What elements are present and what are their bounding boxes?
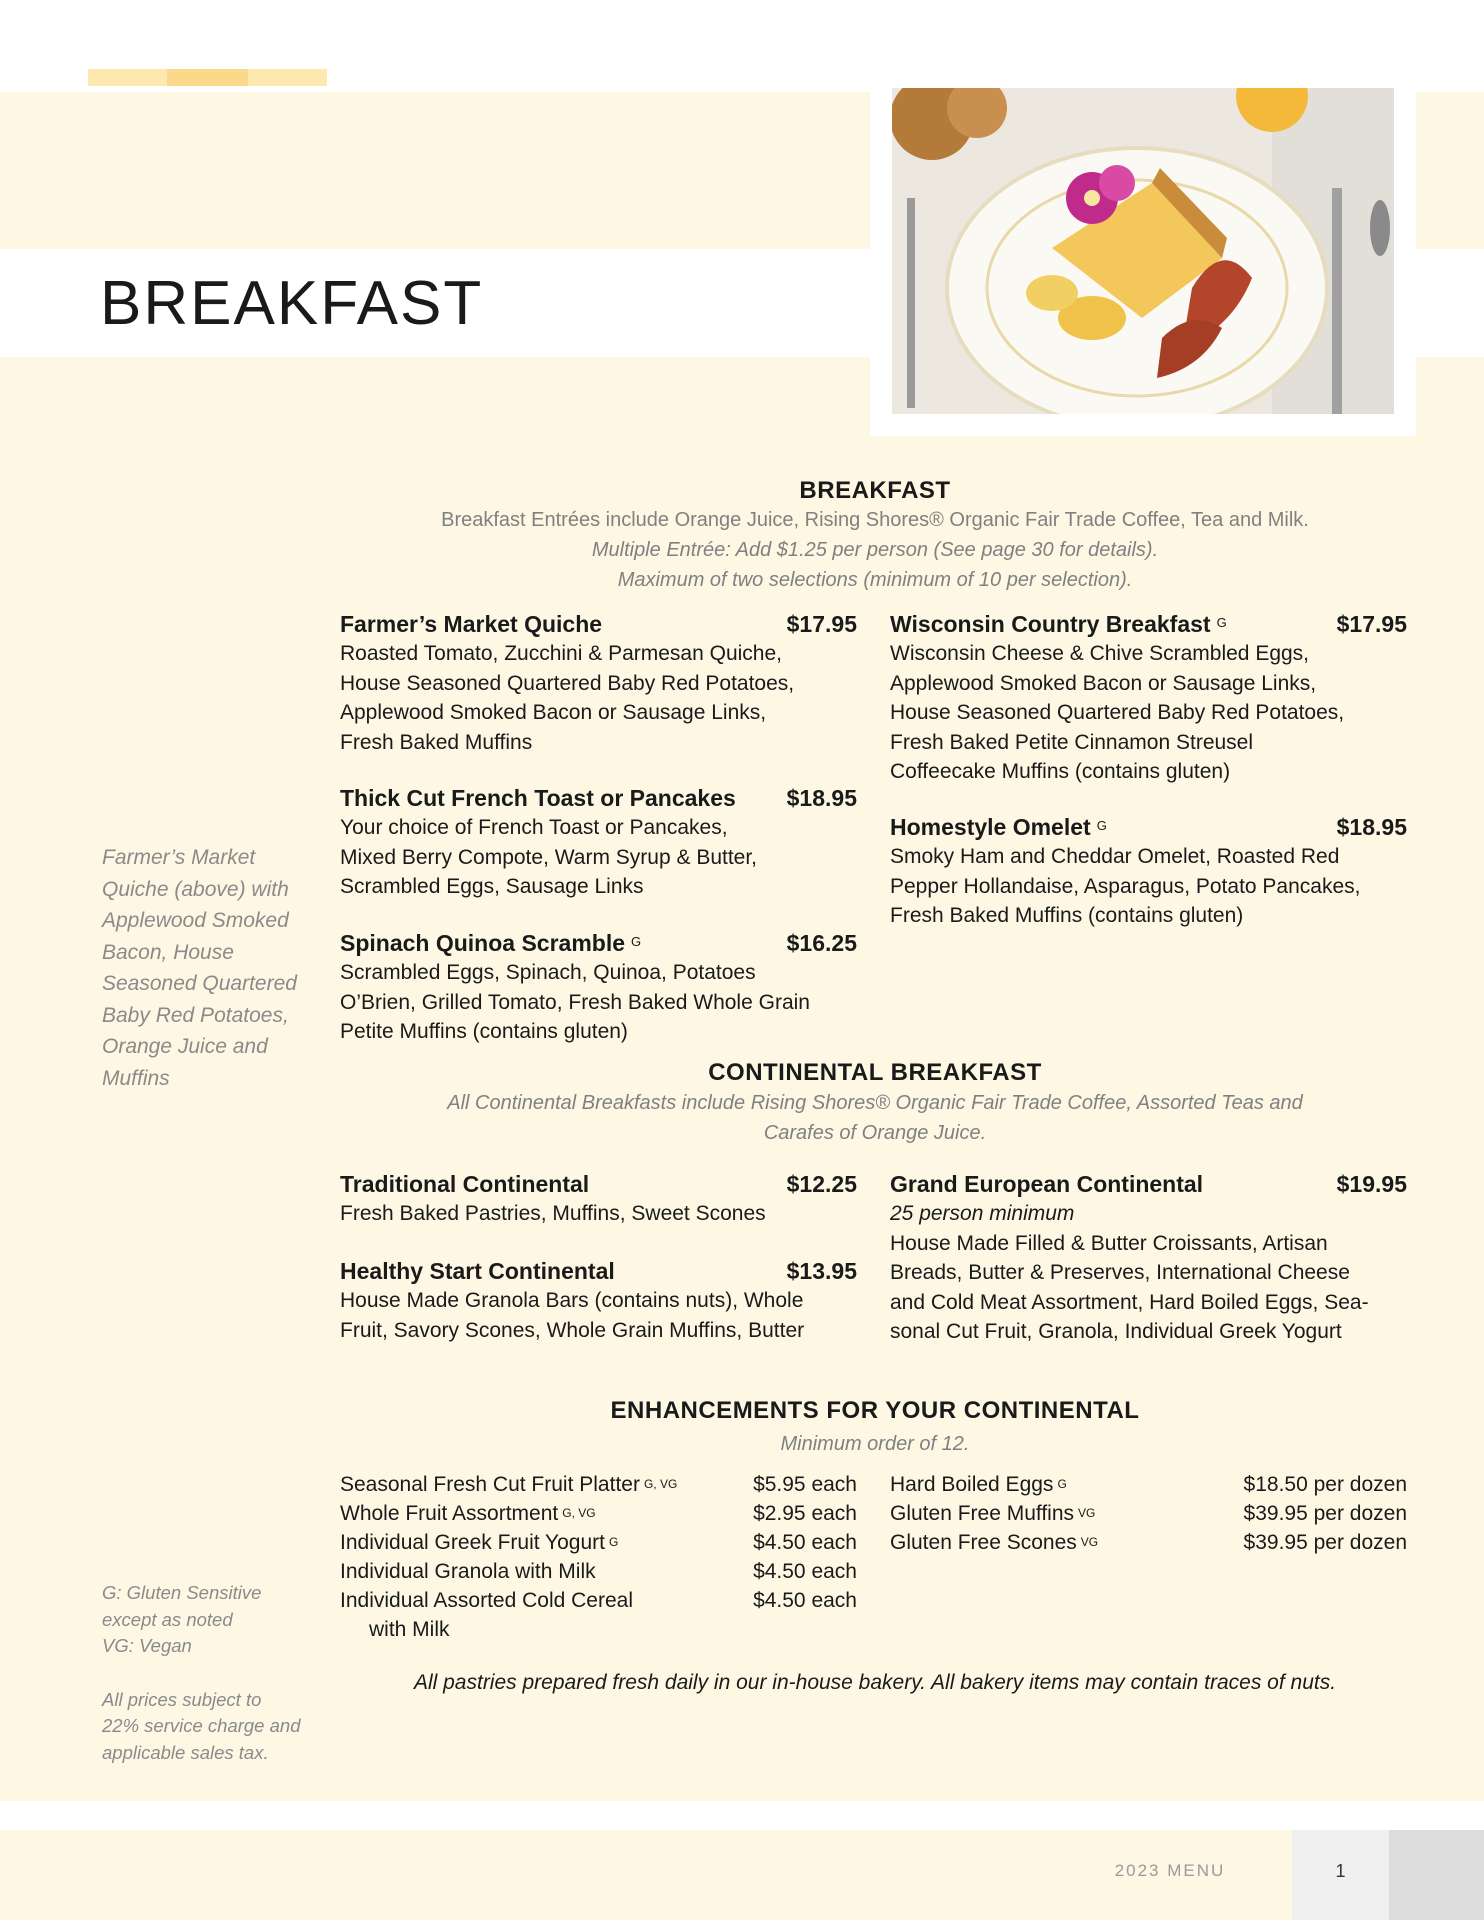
enhancement-row xyxy=(340,1586,857,1615)
enhancement-name: Whole Fruit Assortment xyxy=(340,1502,559,1525)
enhancement-price: $2.95 each xyxy=(753,1502,857,1525)
legend-line: 22% service charge and xyxy=(102,1715,301,1736)
accent-bar-2 xyxy=(167,69,248,86)
photo-caption: Farmer’s Market Quiche (above) with Applewood Smoked Bacon, House Seasoned Quartered Baby Red Potatoes, Orange Juice and Muffins xyxy=(102,846,297,1090)
enhancement-tag: VG xyxy=(1080,1535,1099,1549)
enhancement-row-continuation xyxy=(369,1615,857,1644)
enhancement-row xyxy=(890,1528,1407,1557)
item-name: Traditional Continental xyxy=(340,1171,590,1197)
accent-bar-1 xyxy=(88,69,167,86)
desc-line: Scrambled Eggs, Sausage Links xyxy=(340,875,644,898)
desc-line: Coffeecake Muffins (contains gluten) xyxy=(890,760,1231,783)
item-description xyxy=(340,1199,857,1229)
desc-line: Pepper Hollandaise, Asparagus, Potato Pancakes, xyxy=(890,874,1361,898)
desc-line: House Made Granola Bars (contains nuts), Whole xyxy=(340,1289,804,1312)
breakfast-photo xyxy=(870,84,1416,436)
menu-item-homestyle-omelet xyxy=(890,813,1407,931)
item-name: Thick Cut French Toast or Pancakes xyxy=(340,785,736,811)
enhancement-name: Individual Greek Fruit Yogurt xyxy=(340,1531,605,1554)
enhancement-row xyxy=(890,1470,1407,1499)
item-name: Wisconsin Country Breakfast xyxy=(890,611,1211,637)
enhancement-tag: G xyxy=(1057,1477,1067,1491)
item-description xyxy=(340,1286,857,1345)
page-number: 1 xyxy=(1335,1861,1346,1881)
desc-line: Mixed Berry Compote, Warm Syrup & Butter, xyxy=(340,845,758,869)
item-price: $18.95 xyxy=(786,785,857,811)
item-description xyxy=(340,958,857,1047)
breakfast-max-selections: Maximum of two selections (minimum of 10 per selection). xyxy=(617,569,1133,591)
menu-item-spinach-quinoa-scramble xyxy=(340,929,857,1047)
item-name: Spinach Quinoa Scramble xyxy=(340,930,626,956)
enhancements-heading: ENHANCEMENTS FOR YOUR CONTINENTAL xyxy=(610,1397,1140,1424)
breakfast-multiple-entree: Multiple Entrée: Add $1.25 per person (See page 30 for details). xyxy=(591,539,1159,561)
menu-item-grand-european-continental xyxy=(890,1170,1407,1347)
desc-line: House Seasoned Quartered Baby Red Potatoes, xyxy=(340,671,795,695)
breakfast-heading: BREAKFAST xyxy=(799,477,951,504)
bakery-footnote: All pastries prepared fresh daily in our in-house bakery. All bakery items may contain traces of nuts. xyxy=(413,1671,1337,1694)
desc-line: Applewood Smoked Bacon or Sausage Links, xyxy=(890,671,1317,695)
item-price: $17.95 xyxy=(786,611,857,637)
desc-line: Breads, Butter & Preserves, International Cheese xyxy=(890,1261,1350,1284)
enhancement-tag: VG xyxy=(1078,1506,1096,1520)
continental-heading: CONTINENTAL BREAKFAST xyxy=(708,1059,1042,1086)
enhancement-tag: G, VG xyxy=(643,1477,678,1491)
continental-includes-line2: Carafes of Orange Juice. xyxy=(763,1122,987,1144)
item-price: $18.95 xyxy=(1336,814,1407,840)
item-name: Grand European Continental xyxy=(890,1171,1204,1197)
item-name: Homestyle Omelet xyxy=(890,814,1091,840)
enhancement-row xyxy=(890,1499,1407,1528)
legend-line: except as noted xyxy=(102,1608,233,1630)
desc-line: sonal Cut Fruit, Granola, Individual Greek Yogurt xyxy=(890,1320,1342,1343)
enhancement-name: Individual Granola with Milk xyxy=(340,1560,596,1583)
desc-line: Your choice of French Toast or Pancakes, xyxy=(340,816,728,839)
desc-line: Applewood Smoked Bacon or Sausage Links, xyxy=(340,701,767,724)
enhancement-price: $39.95 per dozen xyxy=(1243,1502,1407,1525)
legend-line: VG: Vegan xyxy=(102,1635,192,1656)
photo-side-band xyxy=(1416,92,1484,249)
enhancement-price: $5.95 each xyxy=(753,1473,857,1496)
desc-line: Fruit, Savory Scones, Whole Grain Muffins, Butter xyxy=(340,1318,805,1342)
item-name: Farmer’s Market Quiche xyxy=(340,611,603,637)
item-description xyxy=(340,639,857,757)
desc-line: and Cold Meat Assortment, Hard Boiled Eggs, Sea- xyxy=(890,1290,1369,1314)
menu-item-healthy-start-continental xyxy=(340,1257,857,1345)
desc-line: Petite Muffins (contains gluten) xyxy=(340,1020,628,1043)
enhancement-price: $4.50 each xyxy=(753,1560,857,1583)
enhancements-minimum: Minimum order of 12. xyxy=(780,1433,970,1455)
desc-line: Fresh Baked Petite Cinnamon Streusel xyxy=(890,730,1254,754)
desc-line: Fresh Baked Pastries, Muffins, Sweet Scones xyxy=(340,1202,766,1225)
item-note: 25 person minimum xyxy=(890,1202,1075,1225)
desc-line: Fresh Baked Muffins xyxy=(340,730,533,754)
enhancement-price: $18.50 per dozen xyxy=(1243,1473,1407,1496)
enhancement-row xyxy=(340,1470,857,1499)
legend-line: All prices subject to xyxy=(102,1688,262,1710)
legend-line: G: Gluten Sensitive xyxy=(102,1582,262,1603)
item-price: $12.25 xyxy=(786,1171,857,1197)
enhancement-name: Gluten Free Muffins xyxy=(890,1502,1075,1525)
enhancement-price: $4.50 each xyxy=(753,1531,857,1554)
legend-line: applicable sales tax. xyxy=(102,1741,269,1763)
enhancement-tag: G xyxy=(608,1535,619,1549)
breakfast-plate-photo-icon xyxy=(892,88,1394,414)
desc-line: Fresh Baked Muffins (contains gluten) xyxy=(890,904,1244,927)
desc-line: House Seasoned Quartered Baby Red Potatoes, xyxy=(890,701,1345,724)
desc-line: Smoky Ham and Cheddar Omelet, Roasted Red xyxy=(890,845,1340,868)
enhancement-tag: G, VG xyxy=(562,1506,596,1520)
enhancement-price: $39.95 per dozen xyxy=(1243,1531,1407,1554)
menu-item-farmers-market-quiche xyxy=(340,610,857,757)
continental-includes-line1: All Continental Breakfasts include Rising Shores® Organic Fair Trade Coffee, Assorted Teas and xyxy=(447,1092,1303,1114)
enhancement-row xyxy=(340,1499,857,1528)
desc-line: House Made Filled & Butter Croissants, Artisan xyxy=(890,1231,1328,1255)
page-title: BREAKFAST xyxy=(100,269,484,338)
desc-line: Scrambled Eggs, Spinach, Quinoa, Potatoes xyxy=(340,961,756,984)
item-tag: G xyxy=(1096,818,1107,833)
item-description xyxy=(890,639,1407,787)
item-description xyxy=(890,1199,1407,1347)
desc-line: O’Brien, Grilled Tomato, Fresh Baked Whole Grain xyxy=(340,990,810,1014)
enhancement-name: Individual Assorted Cold Cereal xyxy=(340,1589,633,1612)
menu-item-french-toast xyxy=(340,784,857,902)
item-description xyxy=(340,813,857,902)
enhancement-name: Gluten Free Scones xyxy=(890,1531,1077,1554)
item-description xyxy=(890,842,1407,931)
enhancement-price: $4.50 each xyxy=(753,1589,857,1612)
menu-item-wisconsin-country-breakfast xyxy=(890,610,1407,787)
item-price: $13.95 xyxy=(786,1258,857,1284)
enhancement-row xyxy=(340,1528,857,1557)
desc-line: Wisconsin Cheese & Chive Scrambled Eggs, xyxy=(890,642,1310,665)
item-price: $16.25 xyxy=(786,930,857,956)
menu-item-traditional-continental xyxy=(340,1170,857,1229)
footer-band xyxy=(0,1830,1484,1920)
item-tag: G xyxy=(631,934,642,949)
legend xyxy=(102,1580,332,1766)
accent-bar-3 xyxy=(248,69,327,86)
item-price: $17.95 xyxy=(1336,611,1407,637)
desc-line: Roasted Tomato, Zucchini & Parmesan Quiche, xyxy=(340,642,782,665)
enhancement-row xyxy=(340,1557,857,1586)
footer-label: 2023 MENU xyxy=(1114,1861,1226,1880)
item-name: Healthy Start Continental xyxy=(340,1258,615,1284)
page-tab xyxy=(1389,1830,1484,1920)
enhancement-name: Hard Boiled Eggs xyxy=(890,1473,1054,1496)
item-tag: G xyxy=(1216,615,1227,630)
item-price: $19.95 xyxy=(1336,1171,1407,1197)
enhancement-name: Seasonal Fresh Cut Fruit Platter xyxy=(340,1473,640,1496)
enhancement-name: with Milk xyxy=(369,1618,450,1641)
breakfast-includes: Breakfast Entrées include Orange Juice, Rising Shores® Organic Fair Trade Coffee, Tea and Milk. xyxy=(441,509,1309,531)
